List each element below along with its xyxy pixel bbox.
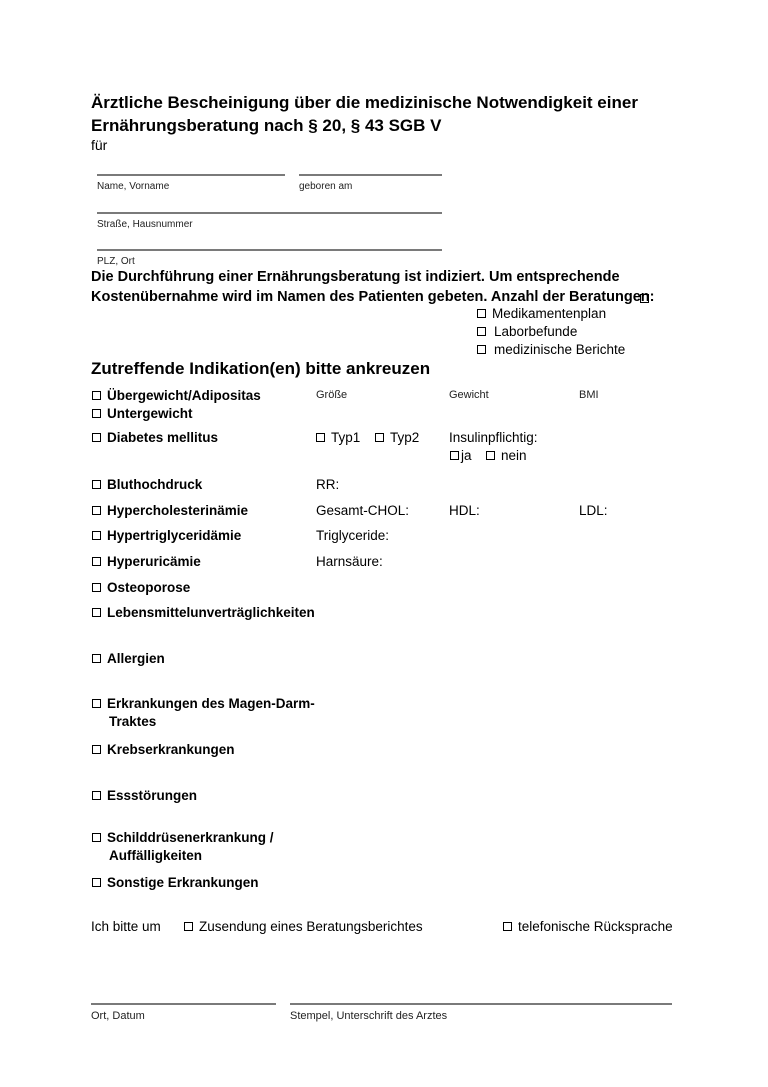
checkbox-icon	[92, 791, 101, 800]
checkbox-icon	[92, 878, 101, 887]
checkbox-icon	[450, 451, 459, 460]
checkbox-icon	[92, 583, 101, 592]
checkbox-icon	[92, 557, 101, 566]
indication-item[interactable]	[92, 430, 218, 445]
indication-label: Osteoporose	[107, 580, 191, 595]
indication-label: Hypertriglyceridämie	[107, 528, 242, 543]
document-title-line1: Ärztliche Bescheinigung über die medizinische Notwendigkeit einer	[91, 93, 638, 112]
attachment-label: Medikamentenplan	[492, 306, 607, 321]
intro-line1: Die Durchführung einer Ernährungsberatung ist indiziert. Um entsprechende	[91, 269, 620, 285]
groesse-label: Größe	[316, 389, 348, 401]
indication-label: Schilddrüsenerkrankung /	[107, 830, 274, 845]
indications-heading: Zutreffende Indikation(en) bitte ankreuzen	[91, 359, 431, 378]
indication-item[interactable]	[92, 477, 202, 492]
triglyceride-label: Triglyceride:	[316, 528, 390, 543]
checkbox-icon	[92, 480, 101, 489]
checkbox-icon	[92, 654, 101, 663]
place-date-label: Ort, Datum	[91, 1010, 145, 1022]
checkbox-icon	[184, 922, 193, 931]
indication-label: Diabetes mellitus	[107, 430, 219, 445]
attachment-item[interactable]	[477, 324, 577, 339]
indication-label: Hypercholesterinämie	[107, 503, 249, 518]
typ2-option[interactable]	[375, 430, 419, 445]
nein-label: nein	[501, 448, 527, 463]
indication-label: Bluthochdruck	[107, 477, 203, 492]
request-phone-label: telefonische Rücksprache	[518, 919, 673, 934]
indication-label: Erkrankungen des Magen-Darm-	[107, 696, 315, 711]
checkbox-icon	[316, 433, 325, 442]
street-field-line[interactable]	[97, 212, 442, 214]
checkbox-icon	[486, 451, 495, 460]
intro-line2: Kostenübernahme wird im Namen des Patienten gebeten. Anzahl der Beratungen:	[91, 289, 655, 305]
indication-label: Essstörungen	[107, 788, 198, 803]
checkbox-icon	[375, 433, 384, 442]
bmi-label: BMI	[579, 389, 599, 401]
request-phone-option[interactable]	[503, 919, 673, 934]
indication-continuation: Auffälligkeiten	[109, 848, 203, 863]
checkbox-icon	[92, 745, 101, 754]
checkbox-icon	[503, 922, 512, 931]
indication-label: Untergewicht	[107, 406, 193, 421]
indication-item[interactable]	[92, 554, 201, 569]
checkbox-icon	[477, 309, 486, 318]
indication-item[interactable]	[92, 696, 315, 711]
indication-item[interactable]	[92, 605, 315, 620]
checkbox-icon	[477, 345, 486, 354]
insulin-nein-option[interactable]	[486, 448, 527, 463]
checkbox-icon	[92, 391, 101, 400]
street-field-label: Straße, Hausnummer	[97, 219, 193, 230]
indication-label: Sonstige Erkrankungen	[107, 875, 259, 890]
birth-field-label: geboren am	[299, 181, 353, 192]
attachment-item[interactable]	[477, 342, 625, 357]
fuer-label: für	[91, 137, 108, 153]
indication-item[interactable]	[92, 788, 197, 803]
indication-item[interactable]	[92, 830, 274, 845]
place-date-line[interactable]	[91, 1003, 276, 1005]
checkbox-icon	[92, 506, 101, 515]
indication-item[interactable]	[92, 651, 165, 666]
indication-label: Allergien	[107, 651, 165, 666]
indication-item[interactable]	[92, 875, 259, 890]
ldl-label: LDL:	[579, 503, 608, 518]
indication-item[interactable]	[92, 406, 193, 421]
checkbox-icon	[92, 833, 101, 842]
indication-item[interactable]	[92, 742, 235, 757]
signature-label: Stempel, Unterschrift des Arztes	[290, 1010, 448, 1022]
gewicht-label: Gewicht	[449, 389, 489, 401]
request-report-label: Zusendung eines Beratungsberichtes	[199, 919, 423, 934]
checkbox-icon	[92, 608, 101, 617]
count-checkbox[interactable]	[640, 291, 655, 309]
attachment-label: medizinische Berichte	[494, 342, 626, 357]
gesamt-chol-label: Gesamt-CHOL:	[316, 503, 410, 518]
checkbox-icon	[92, 531, 101, 540]
attachment-item[interactable]	[477, 306, 606, 321]
harnsaeure-label: Harnsäure:	[316, 554, 383, 569]
checkbox-icon	[92, 409, 101, 418]
insulin-ja-option[interactable]	[450, 448, 472, 463]
indication-item[interactable]	[92, 388, 261, 403]
typ1-label: Typ1	[331, 430, 361, 445]
indication-label: Hyperuricämie	[107, 554, 201, 569]
ja-label: ja	[461, 448, 472, 463]
name-field-label: Name, Vorname	[97, 181, 170, 192]
insulin-label: Insulinpflichtig:	[449, 430, 538, 445]
indication-item[interactable]	[92, 580, 190, 595]
indication-item[interactable]	[92, 528, 241, 543]
city-field-line[interactable]	[97, 249, 442, 251]
typ1-option[interactable]	[316, 430, 360, 445]
indication-label: Lebensmittelunverträglichkeiten	[107, 605, 315, 620]
typ2-label: Typ2	[390, 430, 420, 445]
signature-line[interactable]	[290, 1003, 672, 1005]
document-title-line2: Ernährungsberatung nach § 20, § 43 SGB V	[91, 116, 442, 135]
checkbox-icon	[92, 433, 101, 442]
request-label: Ich bitte um	[91, 919, 161, 934]
birth-field-line[interactable]	[299, 174, 442, 176]
attachment-label: Laborbefunde	[494, 324, 578, 339]
indication-item[interactable]	[92, 503, 248, 518]
request-report-option[interactable]	[184, 919, 423, 934]
checkbox-icon	[640, 294, 649, 303]
rr-label: RR:	[316, 477, 340, 492]
hdl-label: HDL:	[449, 503, 480, 518]
checkbox-icon	[477, 327, 486, 336]
name-field-line[interactable]	[97, 174, 285, 176]
indication-label: Übergewicht/Adipositas	[107, 388, 261, 403]
indication-label: Krebserkrankungen	[107, 742, 235, 757]
indication-continuation: Traktes	[109, 714, 157, 729]
checkbox-icon	[92, 699, 101, 708]
city-field-label: PLZ, Ort	[97, 256, 135, 267]
